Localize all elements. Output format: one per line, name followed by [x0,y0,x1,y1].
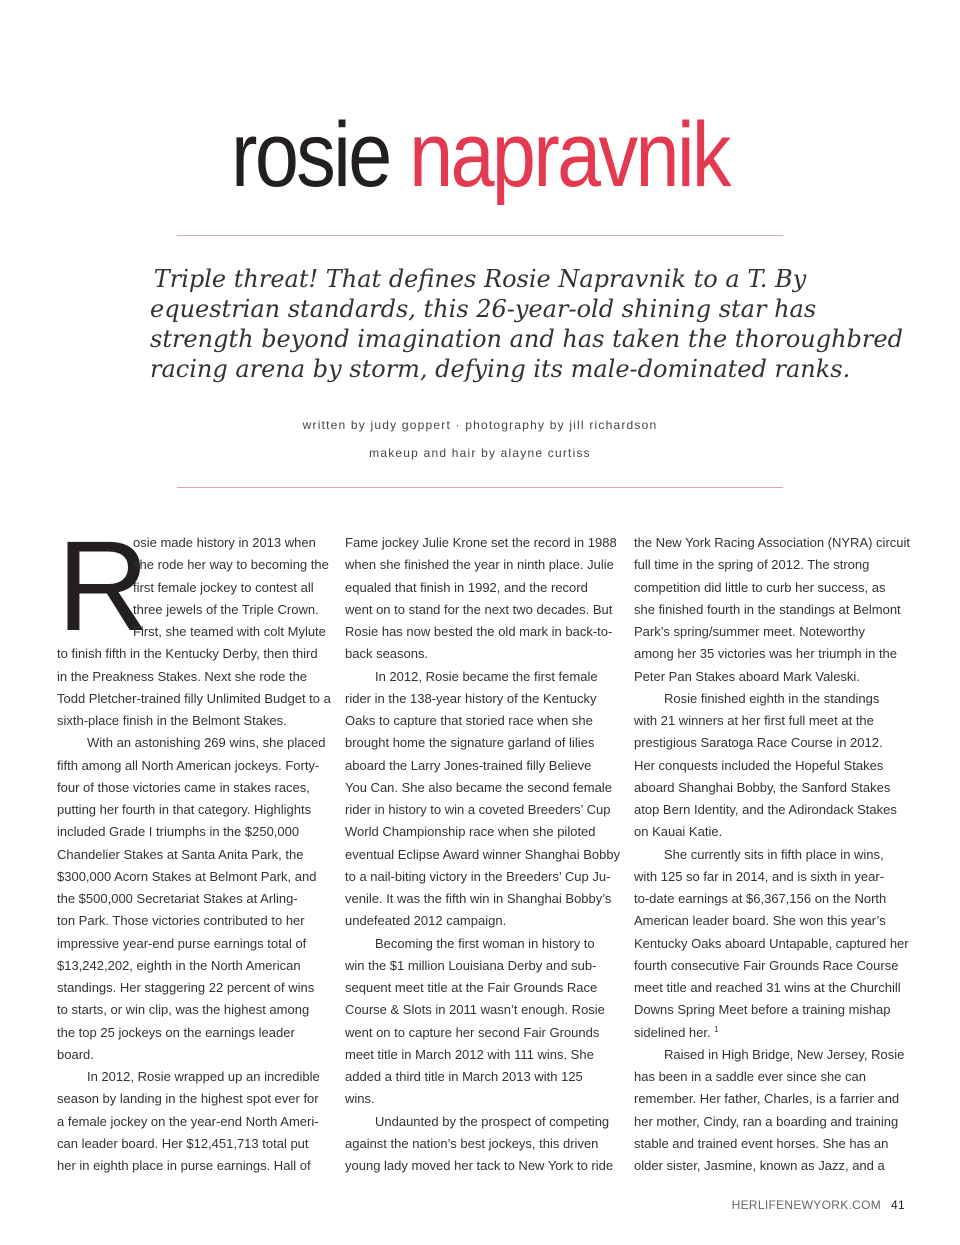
text-line: Chandelier Stakes at Santa Anita Park, the [57,846,304,862]
bottom-divider [177,487,783,488]
footnote-marker: 1 [714,1024,719,1034]
article-column-2 [345,532,621,1177]
text-line: impressive year-end purse earnings total of [57,935,307,951]
text-line: wins. [345,1091,375,1107]
page-number: 41 [891,1198,905,1212]
text-line: In 2012, Rosie wrapped up an incredible [87,1069,320,1084]
text-line: fourth consecutive Fair Grounds Race Course [634,957,899,973]
drop-cap: R [57,515,150,658]
text-line: older sister, Jasmine, known as Jazz, and a [634,1158,885,1173]
text-line: aboard Shanghai Bobby, the Sanford Stakes [634,779,891,795]
text-line [634,1022,904,1044]
paragraph [345,532,615,666]
byline-makeup: makeup and hair by alayne curtiss [369,446,591,460]
paragraph [345,666,621,933]
text-line: rider in the 138-year history of the Kentucky [345,690,597,706]
text-line: aboard the Larry Jones-trained filly Believe [345,757,592,773]
paragraph [634,688,904,844]
text-line: Kentucky Oaks aboard Untapable, captured her [634,935,909,951]
article-column-3 [634,532,911,1177]
text-line: when she finished the year in ninth place. Julie [345,557,614,573]
paragraph [345,1111,615,1178]
text-line: among her 35 victories was her triumph in the [634,646,898,662]
text-line: first female jockey to contest all [133,579,314,595]
text-line: fifth among all North American jockeys. Forty- [57,757,320,773]
article-deck [150,264,903,384]
text-line: sequent meet title at the Fair Grounds Race [345,980,598,995]
text-line: win the $1 million Louisiana Derby and sub- [345,957,597,973]
text-line: Downs Spring Meet before a training mishap [634,1002,891,1018]
text-line: undefeated 2012 campaign. [345,913,507,929]
text-line: the New York Racing Association (NYRA) circuit [634,535,911,550]
title-last-name: napravnik [409,104,729,206]
deck-line: strength beyond imagination and has taken the thoroughbred [150,325,903,353]
paragraph [345,933,615,1111]
text-line: putting her fourth in that category. Highlights [57,802,312,817]
text-line: standings. Her staggering 22 percent of wins [57,980,315,995]
text-line: She currently sits in fifth place in wins, [664,846,884,862]
paragraph [57,732,327,1066]
text-line: season by landing in the highest spot ever for [57,1091,319,1107]
text-line: went on to stand for the next two decades. But [345,601,613,617]
text-line: to finish fifth in the Kentucky Derby, then third [57,646,318,662]
text-line: added a third title in March 2013 with 125 [345,1069,583,1084]
text-line: eventual Eclipse Award winner Shanghai Bobby [345,846,621,862]
text-line: venile. It was the fifth win in Shanghai Bobby’s [345,891,612,906]
text-line: Raised in High Bridge, New Jersey, Rosie [664,1046,905,1062]
text-line: she finished fourth in the standings at Belmont [634,601,901,617]
text-line: prestigious Saratoga Race Course in 2012. [634,735,883,751]
text-line: Her conquests included the Hopeful Stakes [634,757,884,773]
text-line: With an astonishing 269 wins, she placed [87,735,326,751]
byline: written by judy goppert · photography by jill richardson [302,418,658,432]
text-line: in the Preakness Stakes. Next she rode the [57,668,308,684]
text-line: three jewels of the Triple Crown. [133,601,319,617]
text-line: on Kauai Katie. [634,824,723,840]
text-line: to starts, or win clip, was the highest among [57,1002,310,1018]
text-line: went on to capture her second Fair Grounds [345,1024,600,1040]
text-line: back seasons. [345,646,429,662]
text-line: Rosie finished eighth in the standings [664,690,880,706]
text-line: competition did little to curb her success, as [634,579,886,595]
text-line: her mother, Cindy, ran a boarding and training [634,1113,899,1129]
text-line: Course & Slots in 2011 wasn’t enough. Rosie [345,1002,605,1018]
text-line: Rosie has now bested the old mark in back-to- [345,624,613,639]
text-line: atop Bern Identity, and the Adirondack Stakes [634,802,897,817]
text-line: meet title and reached 31 wins at the Churchill [634,980,901,995]
text-line: ton Park. Those victories contributed to her [57,913,305,929]
article-column-1 [57,515,331,1177]
text-line: sixth-place finish in the Belmont Stakes. [57,713,287,728]
article-title [67,100,893,210]
text-line: stable and trained event horses. She has an [634,1135,889,1151]
text-line: to a nail-biting victory in the Breeders’ Cup Ju- [345,868,611,884]
text-line: Peter Pan Stakes aboard Mark Valeski. [634,668,860,684]
deck-line: Triple threat! That defines Rosie Napravnik to a T. By [153,265,807,293]
text-line: can leader board. Her $12,451,713 total put [57,1135,309,1151]
text-line: against the nation’s best jockeys, this driven [345,1135,599,1151]
text-line: Todd Pletcher-trained filly Unlimited Budget to a [57,690,331,706]
text-line: osie made history in 2013 when [133,535,316,550]
paragraph [57,1066,327,1177]
text-line: a female jockey on the year-end North Ameri- [57,1113,319,1129]
text-line: $13,242,202, eighth in the North American [57,957,301,973]
paragraph [634,532,911,688]
top-divider [177,235,783,236]
text-line: four of those victories came in stakes races, [57,779,310,795]
text-line: Becoming the first woman in history to [375,935,595,951]
page-footer [732,1198,905,1212]
deck-line: equestrian standards, this 26-year-old shining star has [150,295,817,323]
text-line: In 2012, Rosie became the first female [375,668,598,684]
text-line: Oaks to capture that storied race when she [345,713,593,728]
text-fragment: sidelined her. [634,1024,711,1040]
paragraph [634,844,909,1044]
title-first-name: rosie [231,104,390,206]
text-line: the $500,000 Secretariat Stakes at Arling- [57,891,298,906]
text-line: board. [57,1046,94,1062]
text-line: You Can. She also became the second female [345,779,612,795]
text-line: World Championship race when she piloted [345,824,596,840]
text-line: Fame jockey Julie Krone set the record in 1988 [345,535,617,550]
deck-line: racing arena by storm, defying its male-dominated ranks. [150,355,851,383]
text-line: she rode her way to becoming the [133,557,329,573]
text-line: full time in the spring of 2012. The strong [634,557,870,573]
text-line: brought home the signature garland of lilies [345,735,595,751]
text-line: young lady moved her tack to New York to ride [345,1158,614,1173]
text-line: the top 25 jockeys on the earnings leader [57,1024,295,1040]
text-line: $300,000 Acorn Stakes at Belmont Park, and [57,868,317,884]
text-line: American leader board. She won this year’s [634,913,886,929]
text-line: Park’s spring/summer meet. Noteworthy [634,624,865,639]
text-line: with 125 so far in 2014, and is sixth in year- [634,868,885,884]
text-line: rider in history to win a coveted Breeders’ Cup [345,802,611,817]
text-line: to-date earnings at $6,367,156 on the North [634,891,887,906]
text-line: equaled that finish in 1992, and the record [345,579,588,595]
footer-site: HERLIFENEWYORK.COM [731,1198,882,1212]
text-line: has been in a saddle ever since she can [634,1069,866,1084]
text-line: Undaunted by the prospect of competing [375,1113,610,1129]
text-line: with 21 winners at her first full meet at the [634,713,874,728]
text-line: included Grade I triumphs in the $250,000 [57,824,300,840]
text-line: remember. Her father, Charles, is a farrier and [634,1091,900,1107]
paragraph [634,1044,904,1178]
text-line: her in eighth place in purse earnings. Hall of [57,1158,311,1173]
text-line: First, she teamed with colt Mylute [133,624,326,639]
text-line: meet title in March 2012 with 111 wins. She [345,1046,594,1062]
